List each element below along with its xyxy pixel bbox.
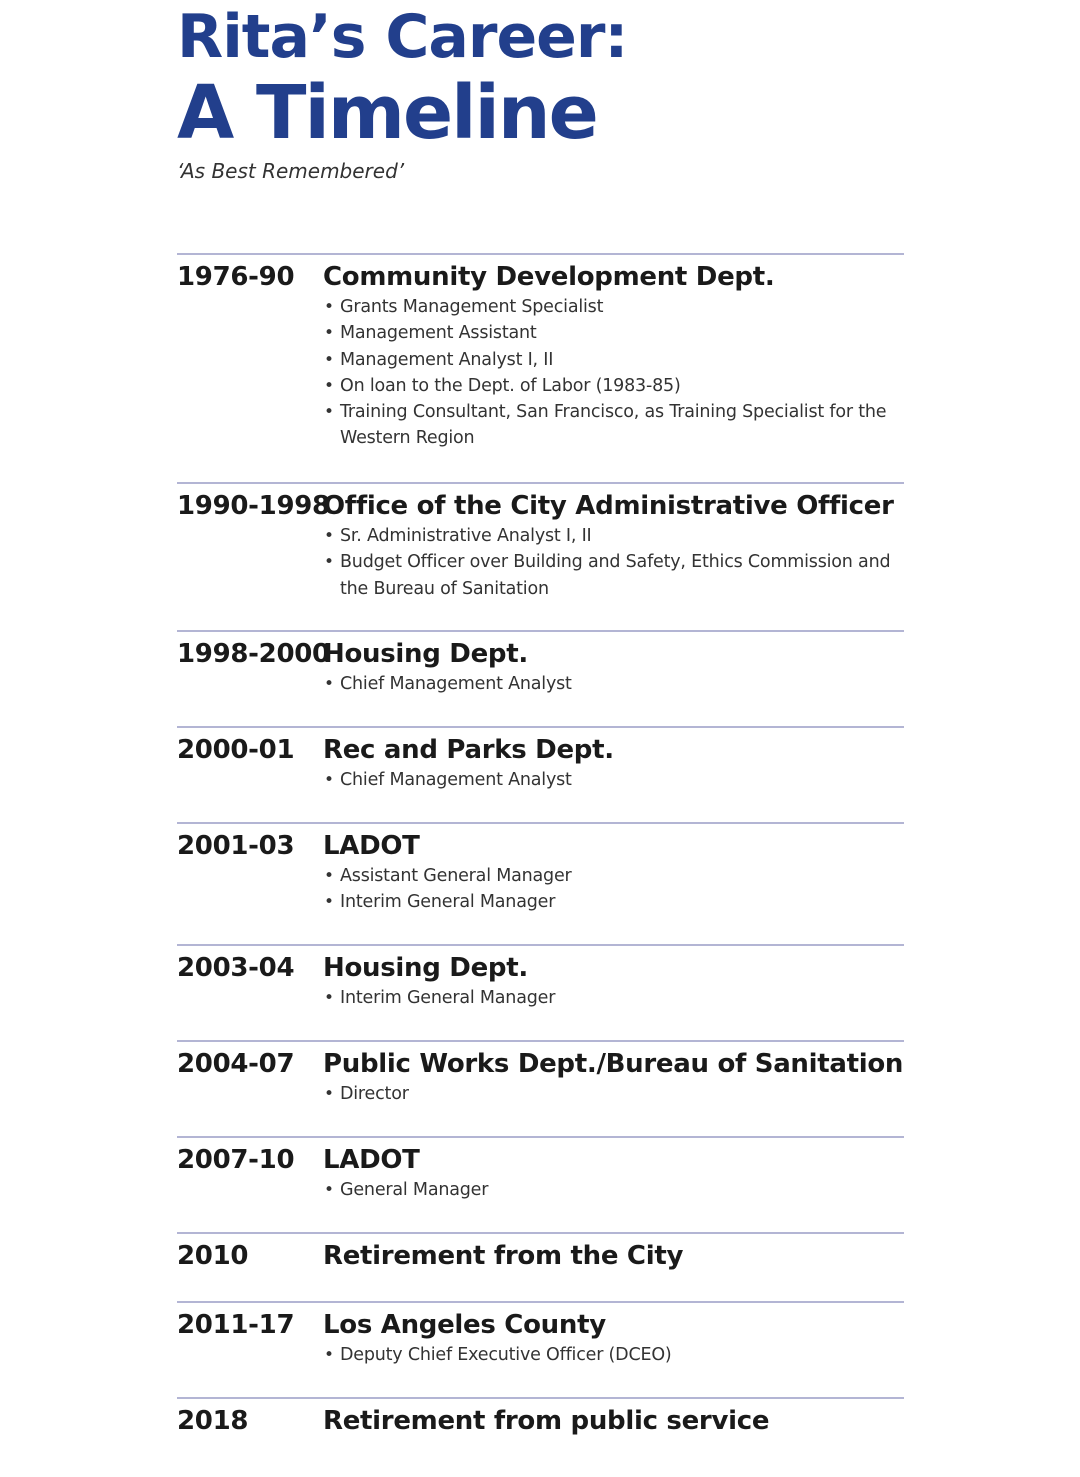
role-list [323, 294, 904, 452]
bullet-icon: • [324, 375, 334, 396]
entry-department: LADOT [323, 1145, 420, 1175]
role-text: Chief Management Analyst [340, 770, 572, 790]
entry-department: Housing Dept. [323, 639, 528, 669]
bullet-icon: • [324, 526, 334, 546]
entry-department: Retirement from public service [323, 1406, 770, 1436]
timeline-entry [177, 253, 904, 482]
role-item [323, 671, 904, 697]
entry-years: 2003-04 [177, 953, 295, 983]
bullet-icon: • [324, 1180, 334, 1200]
timeline-entry [177, 630, 904, 726]
role-item [323, 863, 904, 889]
role-item [323, 889, 904, 915]
timeline-entry [177, 1136, 904, 1232]
entry-years: 2000-01 [177, 735, 295, 765]
entry-content [323, 1404, 904, 1438]
role-item [323, 767, 904, 793]
entry-department: Housing Dept. [323, 953, 528, 983]
role-list [323, 1342, 904, 1368]
role-text: Interim General Manager [340, 988, 556, 1008]
role-list [323, 1081, 904, 1107]
role-item [323, 399, 904, 452]
entry-years: 2001-03 [177, 831, 295, 861]
entry-content [323, 733, 904, 793]
role-list [323, 767, 904, 793]
bullet-icon: • [324, 674, 334, 694]
bullet-icon: • [324, 866, 334, 886]
bullet-icon: • [324, 988, 334, 1008]
timeline-entry [177, 1301, 904, 1397]
bullet-icon: • [324, 1345, 334, 1365]
timeline-entry [177, 1397, 904, 1457]
entry-content [323, 829, 904, 916]
role-text: Chief Management Analyst [340, 674, 572, 694]
role-item [323, 1342, 904, 1368]
role-item [323, 347, 904, 373]
role-text: Sr. Administrative Analyst I, II [340, 526, 592, 546]
bullet-icon: • [324, 323, 334, 344]
role-text: On loan to the Dept. of Labor (1983-85) [340, 375, 681, 396]
entry-department: Office of the City Administrative Officer [323, 491, 894, 521]
timeline-entry [177, 726, 904, 822]
role-text: Training Consultant, San Francisco, as Training Specialist for the Western Region [340, 402, 887, 449]
role-text: General Manager [340, 1180, 489, 1200]
role-text: Management Assistant [340, 323, 537, 344]
role-text: Assistant General Manager [340, 866, 572, 886]
title-line-1: Rita’s Career: [177, 2, 628, 72]
entry-years: 1998-2000 [177, 639, 330, 669]
role-text: Deputy Chief Executive Officer (DCEO) [340, 1345, 672, 1365]
role-list [323, 523, 904, 602]
timeline-entry [177, 482, 904, 630]
entry-years: 1976-90 [177, 262, 295, 292]
role-item [323, 523, 904, 549]
entry-content [323, 1047, 904, 1107]
entry-department: Retirement from the City [323, 1241, 684, 1271]
entry-years: 1990-1998 [177, 491, 330, 521]
role-list [323, 985, 904, 1011]
role-item [323, 294, 904, 320]
role-item [323, 549, 904, 602]
role-item [323, 985, 904, 1011]
role-item [323, 373, 904, 399]
timeline-entry [177, 1232, 904, 1301]
role-text: Grants Management Specialist [340, 297, 604, 317]
bullet-icon: • [324, 552, 334, 573]
page-title [177, 0, 904, 154]
entry-content [323, 951, 904, 1011]
entry-years: 2004-07 [177, 1049, 295, 1079]
entry-years: 2007-10 [177, 1145, 295, 1175]
timeline-entry [177, 822, 904, 944]
entry-department: Public Works Dept./Bureau of Sanitation [323, 1049, 904, 1079]
entry-content [323, 1143, 904, 1203]
entry-department: Los Angeles County [323, 1310, 606, 1340]
entry-years: 2018 [177, 1406, 249, 1436]
role-list [323, 863, 904, 916]
entry-department: LADOT [323, 831, 420, 861]
bullet-icon: • [324, 402, 334, 423]
title-line-2: A Timeline [177, 70, 597, 156]
role-list [323, 671, 904, 697]
entry-department: Rec and Parks Dept. [323, 735, 614, 765]
bullet-icon: • [324, 892, 334, 913]
entry-content [323, 489, 904, 602]
bullet-icon: • [324, 297, 334, 317]
role-text: Management Analyst I, II [340, 349, 554, 370]
timeline-entry [177, 1040, 904, 1136]
entry-content [323, 260, 904, 452]
timeline-entry [177, 944, 904, 1040]
role-text: Interim General Manager [340, 892, 556, 913]
role-item [323, 1081, 904, 1107]
entry-department: Community Development Dept. [323, 262, 775, 292]
role-text: Director [340, 1084, 409, 1104]
entry-years: 2010 [177, 1241, 249, 1271]
role-text: Budget Officer over Building and Safety, Ethics Commission and the Bureau of Sanitation [340, 552, 891, 599]
subtitle: ‘As Best Remembered’ [177, 159, 405, 183]
role-item [323, 320, 904, 346]
timeline [177, 253, 904, 1457]
entry-years: 2011-17 [177, 1310, 295, 1340]
bullet-icon: • [324, 770, 334, 790]
role-item [323, 1177, 904, 1203]
bullet-icon: • [324, 1084, 334, 1104]
entry-content [323, 637, 904, 697]
bullet-icon: • [324, 349, 334, 370]
role-list [323, 1177, 904, 1203]
entry-content [323, 1308, 904, 1368]
entry-content [323, 1239, 904, 1273]
page [177, 0, 904, 1436]
